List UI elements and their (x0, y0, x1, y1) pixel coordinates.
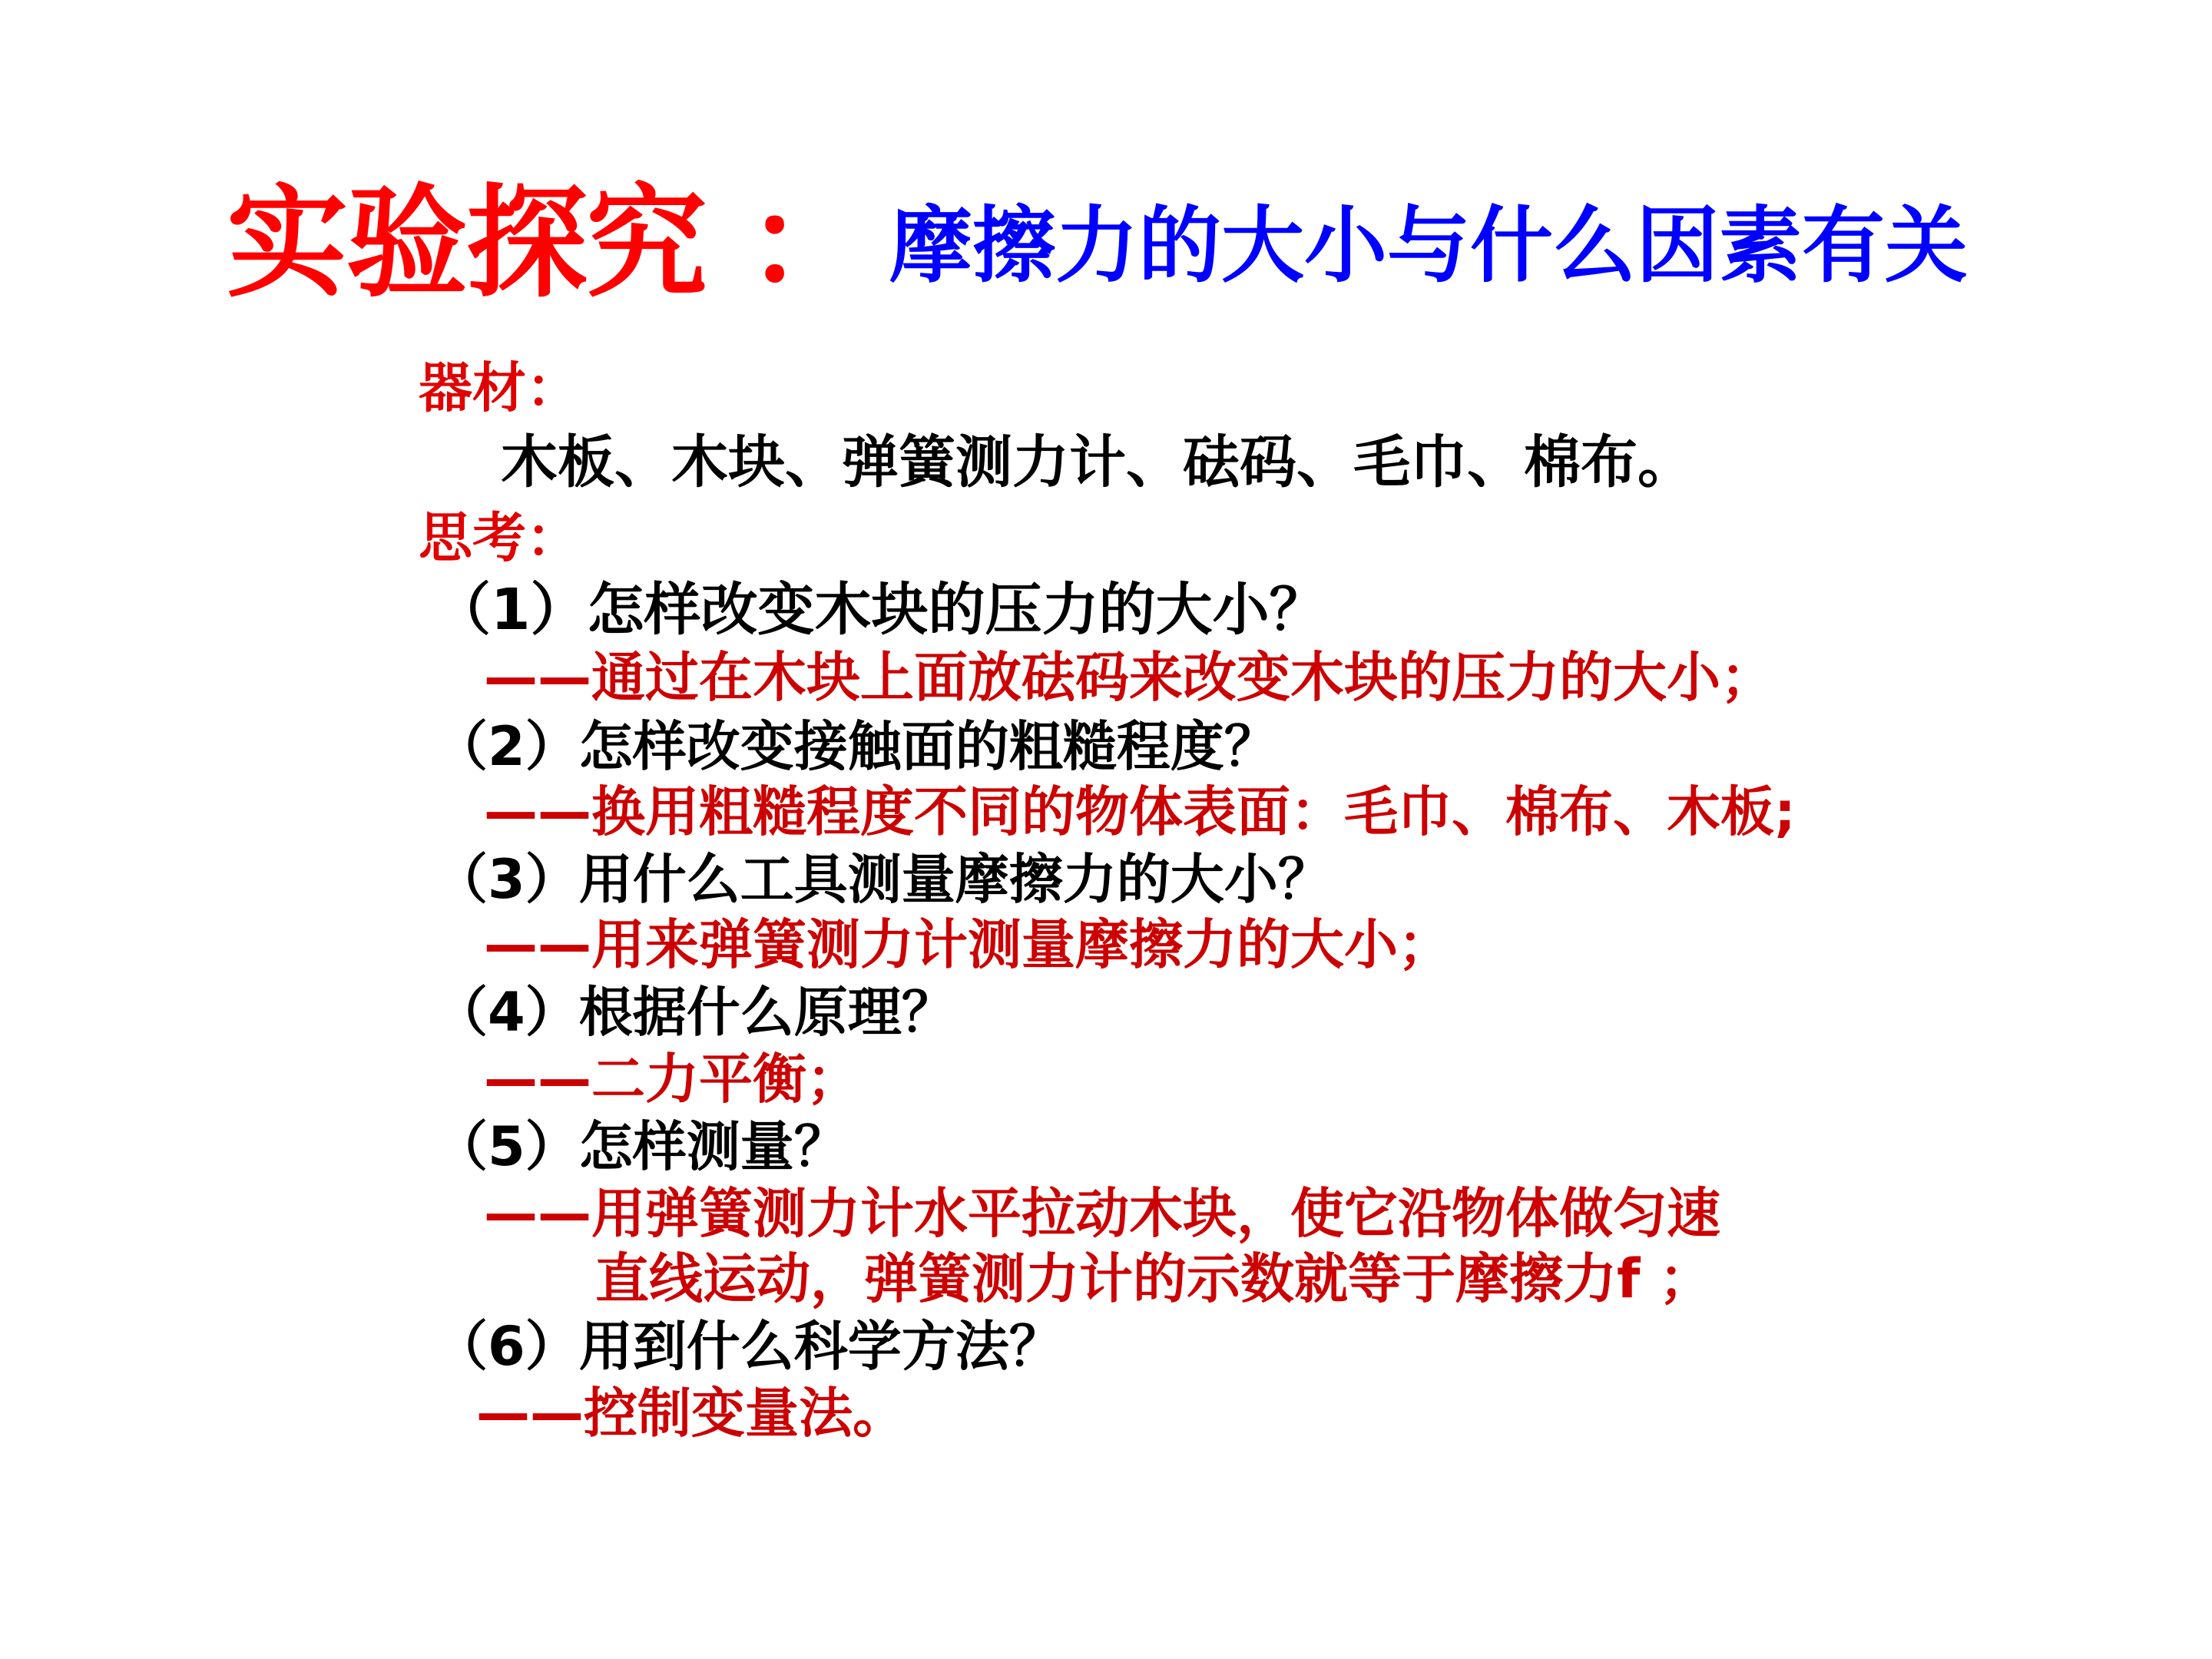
materials-list: 木板、木块、弹簧测力计、砝码、毛巾、棉布。 (501, 429, 1694, 495)
question-1: （1）怎样改变木块的压力的大小？ (434, 577, 1326, 643)
thinking-label: 思考： (419, 506, 580, 569)
answer-2: ——换用粗糙程度不同的物体表面：毛巾、棉布、木板; (484, 780, 1796, 843)
answer-3: ——用来弹簧测力计测量摩擦力的大小； (484, 913, 1452, 976)
answer-5-line-1: ——用弹簧测力计水平拉动木块，使它沿物体做匀速 (484, 1182, 1720, 1245)
question-3: （3）用什么工具测量摩擦力的大小？ (434, 848, 1332, 911)
answer-5-line-2: 直线运动，弹簧测力计的示数就等于摩擦力f ； (595, 1247, 1713, 1310)
question-6: （6）用到什么科学方法？ (434, 1315, 1063, 1378)
question-4: （4）根据什么原理？ (434, 981, 955, 1044)
title-main: 实验探究 ： (227, 172, 867, 314)
answer-4: ——二力平衡； (484, 1048, 860, 1111)
question-5: （5）怎样测量？ (434, 1115, 848, 1178)
question-2: （2）怎样改变接触面的粗糙程度？ (434, 715, 1278, 778)
slide-title (227, 146, 1968, 320)
title-subtitle: 摩擦力的大小与什么因素有关 (889, 198, 1969, 294)
answer-6: ——控制变量法。 (476, 1382, 906, 1445)
answer-1: ——通过在木块上面放砝码来改变木块的压力的大小； (484, 646, 1774, 709)
materials-label: 器材： (419, 356, 580, 419)
